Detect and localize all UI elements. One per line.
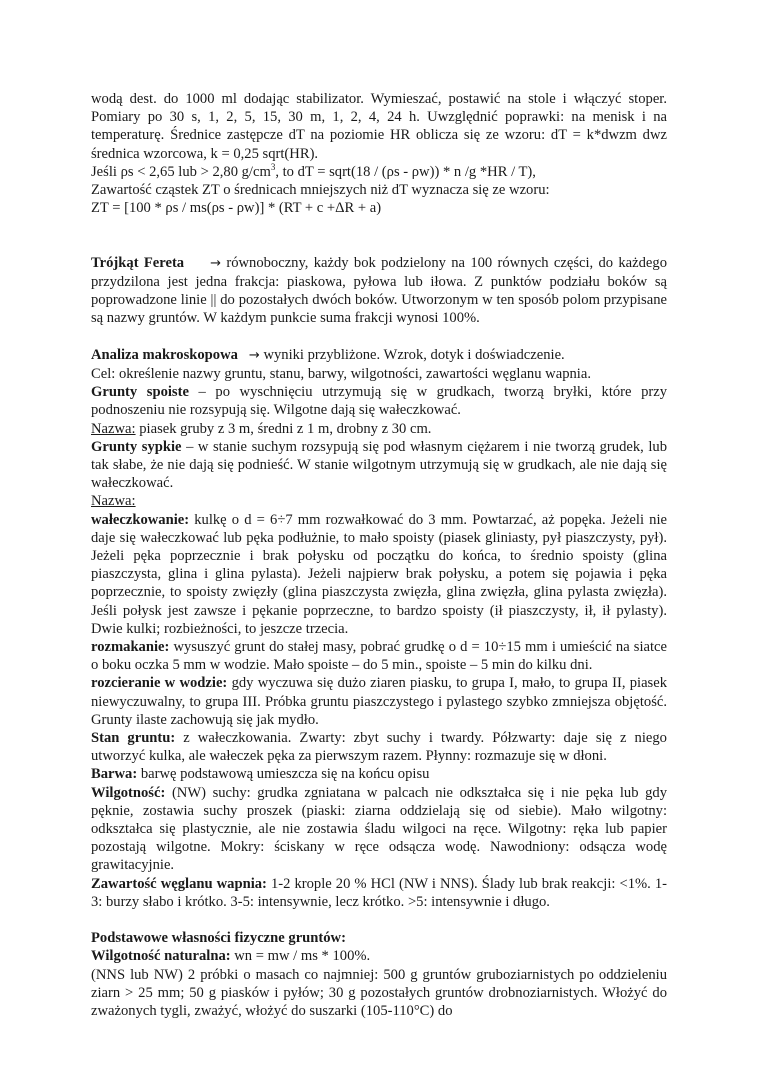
wilg-label: Wilgotność: bbox=[91, 784, 166, 801]
superscript-3: 3 bbox=[270, 161, 276, 172]
arrow-right-icon: → bbox=[248, 347, 260, 363]
sypkie-label: Grunty sypkie bbox=[91, 438, 182, 455]
nazwa-label-2: Nazwa: bbox=[91, 493, 136, 510]
feret-text: równoboczny, każdy bok podzielony na 100 równych części, do każdego przydzilona jest jedna frakcja: piaskowa, pyłowa lub iłowa. Z punktów podziału boków są poprowadzone linie || do pozostałych dwóch boków. Utworzonym w ten sposób polom przypisane są nazwy gruntów. W każdym punkcie suma frakcji wynosi 100%. bbox=[91, 254, 667, 327]
method-paragraph: wodą dest. do 1000 ml dodając stabilizator. Wymieszać, postawić na stole i włączyć stoper. Pomiary po 30 s, 1, 2, 5, 15, 30 m, 1, 2, 4, 24 h. Uwzględnić poprawki: na menisk i na temperaturę. Średnice zastępcze dT na poziomie HR oblicza się ze wzoru: dT = k*dwzm dwz średnica wzorcowa, k = 0,25 sqrt(HR). bbox=[91, 91, 667, 162]
rozc-paragraph bbox=[91, 674, 667, 729]
rozm-text: wysuszyć grunt do stałej masy, pobrać grudkę o d = 10÷15 mm i umieścić na siatce o boku oczka 5 mm w wodzie. Mało spoiste – do 5 min., spoiste – 5 min do kilku dni. bbox=[91, 639, 668, 674]
density-formula-text: , to dT = sqrt(18 / (ρs - ρw)) * n /g *HR / T), bbox=[275, 163, 536, 180]
wn-formula: wn = mw / ms * 100%. bbox=[234, 948, 371, 965]
rozm-paragraph bbox=[91, 638, 667, 674]
barwa-line bbox=[91, 765, 667, 783]
walecz-label: wałeczkowanie: bbox=[91, 511, 190, 528]
document-page bbox=[91, 90, 667, 1020]
wn-paragraph: (NNS lub NW) 2 próbki o masach co najmniej: 500 g gruntów gruboziarnistych po oddzieleniu ziarn > 25 mm; 50 g piasków i pyłów; 30 g pozostałych gruntów drobnoziarnistych. Włożyć do zważonych tygli, zważyć, włożyć do suszarki (105-110°C) do bbox=[91, 966, 667, 1020]
wn-line bbox=[91, 947, 667, 965]
barwa-text: barwę podstawową umieszcza się na końcu opisu bbox=[140, 766, 430, 783]
stan-text: z wałeczkowania. Zwarty: zbyt suchy i twardy. Półzwarty: daje się z niego utworzyć kulka, ale wałeczek pęka za pierwszym razem. Płynny: rozmazuje się w dłoni. bbox=[91, 730, 667, 765]
feret-paragraph bbox=[91, 254, 667, 328]
nazwa-text-1: piasek gruby z 3 m, średni z 1 m, drobny z 30 cm. bbox=[139, 420, 432, 437]
spacer bbox=[91, 217, 667, 235]
spoiste-paragraph bbox=[91, 383, 667, 419]
makro-heading: Analiza makroskopowa bbox=[91, 346, 238, 363]
nazwa-line-2 bbox=[91, 492, 667, 510]
wn-label: Wilgotność naturalna: bbox=[91, 948, 231, 965]
makro-intro-text: wyniki przybliżone. Wzrok, dotyk i doświadczenie. bbox=[263, 346, 565, 363]
makro-goal: Cel: określenie nazwy gruntu, stanu, barwy, wilgotności, zawartości węglanu wapnia. bbox=[91, 366, 591, 382]
spacer bbox=[91, 911, 667, 929]
spoiste-text: – po wyschnięciu utrzymują się w grudkach, tworzą bryłki, które przy podnoszeniu nie rozsypują się. Wilgotne dają się wałeczkować. bbox=[91, 384, 668, 419]
zt-formula: ZT = [100 * ρs / ms(ρs - ρw)] * (RT + c +ΔR + a) bbox=[91, 200, 382, 217]
density-condition-text: Jeśli ρs < 2,65 lub > 2,80 g/cm bbox=[91, 163, 271, 180]
stan-label: Stan gruntu: bbox=[91, 730, 176, 747]
density-condition-line bbox=[91, 163, 667, 181]
nazwa-line-1 bbox=[91, 420, 667, 438]
arrow-right-icon: → bbox=[210, 255, 222, 271]
wilg-text: (NW) suchy: grudka zgniatana w palcach nie odkształca się i nie pęka lub gdy pęknie, zostawia suchy proszek (piaski: ziarna oddzielają się od siebie). Mało wilgotny: odkształca się plastycznie, ale nie zostawia śladu wilgoci na ręce. Wilgotny: ręka lub papier pozostają wilgotne. Mokry: ściskany w ręce odsącza wodę. Nawodniony: odsącza wodę grawitacyjnie. bbox=[91, 784, 667, 874]
wilg-paragraph bbox=[91, 784, 667, 875]
sypkie-paragraph bbox=[91, 438, 667, 493]
fizyczne-heading: Podstawowe własności fizyczne gruntów: bbox=[91, 930, 346, 947]
feret-heading: Trójkąt Fereta bbox=[91, 254, 185, 271]
walecz-paragraph bbox=[91, 511, 667, 638]
sypkie-text: – w stanie suchym rozsypują się pod własnym ciężarem i nie tworzą grudek, lub tak słabe, że nie dają się podnieść. W stanie wilgotnym utrzymują się w grudkach, ale nie dają się wałeczkować. bbox=[91, 438, 667, 492]
zt-description: Zawartość cząstek ZT o średnicach mniejszych niż dT wyznacza się ze wzoru: bbox=[91, 182, 550, 199]
rozc-text: gdy wyczuwa się dużo ziaren piasku, to grupa I, mało, to grupa II, piasek niewyczuwalny, to grupa III. Próbka gruntu piaszczystego i pylastego szybko zmniejsza objętość. Grunty ilaste zachowują się jak mydło. bbox=[91, 675, 668, 728]
spacer bbox=[91, 328, 667, 346]
spacer bbox=[91, 236, 667, 254]
rozc-label: rozcieranie w wodzie: bbox=[91, 675, 228, 692]
wegl-paragraph bbox=[91, 875, 667, 911]
rozm-label: rozmakanie: bbox=[91, 639, 170, 656]
stan-paragraph bbox=[91, 729, 667, 765]
barwa-label: Barwa: bbox=[91, 766, 138, 783]
wegl-label: Zawartość węglanu wapnia: bbox=[91, 875, 267, 892]
spoiste-label: Grunty spoiste bbox=[91, 384, 189, 401]
walecz-text: kulkę o d = 6÷7 mm rozwałkować do 3 mm. Powtarzać, aż popęka. Jeżeli nie daje się wałeczkować lub pęka podłużnie, to mało spoisty (piasek gliniasty, pył piaszczysty, pył). Jeżeli pęka poprzecznie i brak połysku od początku do końca, to średnio spoisty (glina piaszczysta, glina i glina pylasta). Jeżeli najpierw brak połysku, a potem się pojawia i pęka poprzecznie, to spoisty zwięzły (glina piaszczysta zwięzła, glina zwięzła, glina pylasta zwięzła). Jeśli połysk jest zawsze i pękanie poprzeczne, to bardzo spoisty (ił piaszczysty, ił, ił pylasty). Dwie kulki; rozbieżności, to jeszcze trzecia. bbox=[91, 511, 667, 637]
makro-intro-line bbox=[91, 346, 667, 365]
wegl-text: 1-2 krople 20 % HCl (NW i NNS). Ślady lub brak reakcji: <1%. 1-3: burzy słabo i krótko. 3-5: intensywnie, lecz krótko. >5: intensywnie i długo. bbox=[91, 875, 667, 910]
nazwa-label-1: Nazwa: bbox=[91, 420, 136, 437]
